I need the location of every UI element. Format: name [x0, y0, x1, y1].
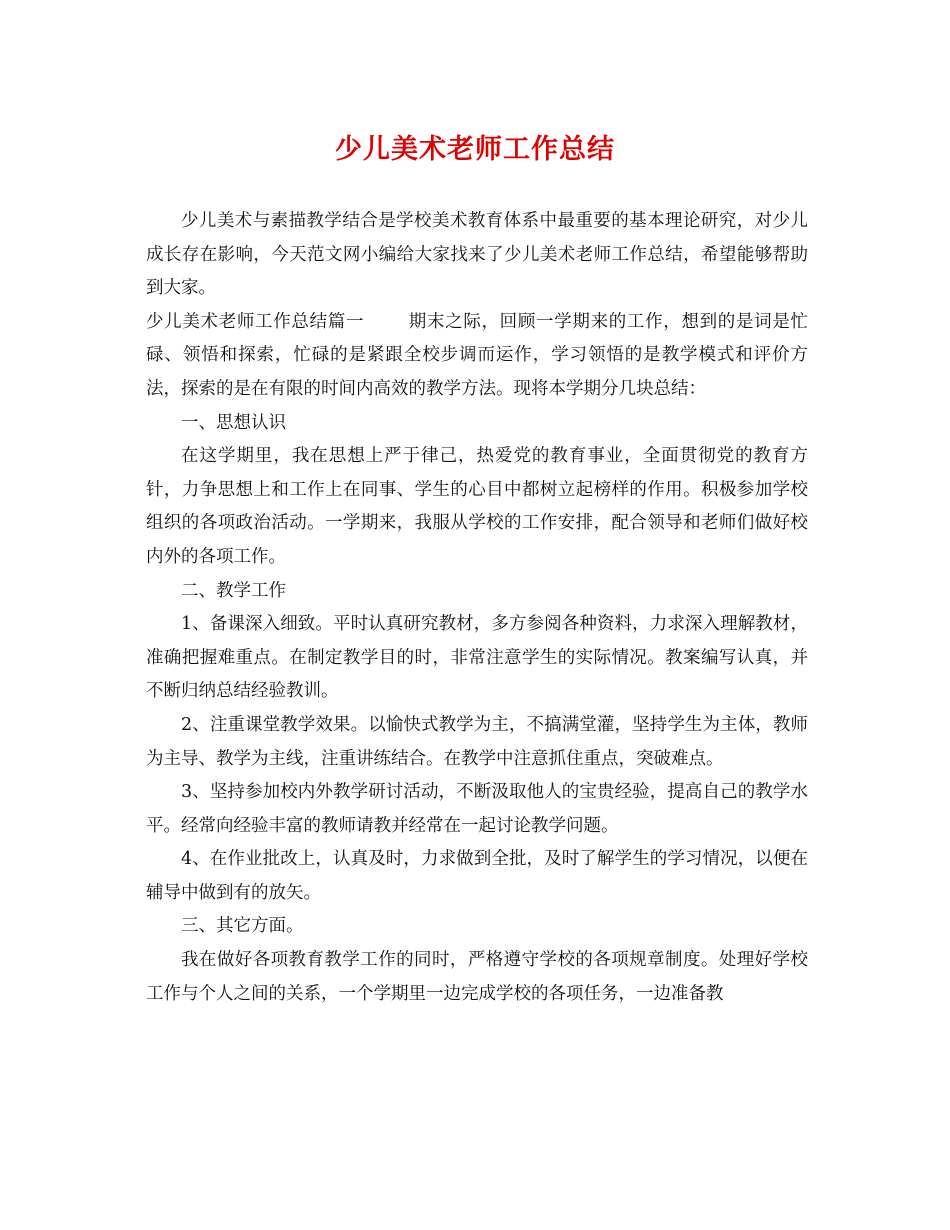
- heading-other: 三、其它方面。: [181, 916, 304, 937]
- paragraph-teaching-4: 4、在作业批改上，认真及时，力求做到全批，及时了解学生的学习情况，以便在辅导中做到有的放矢。: [146, 849, 808, 903]
- document-title: 少儿美术老师工作总结: [335, 134, 615, 165]
- paragraph-other: 我在做好各项教育教学工作的同时，严格遵守学校的各项规章制度。处理好学校工作与个人之间的关系，一个学期里一边完成学校的各项任务，一边准备教: [146, 950, 808, 1004]
- intro-paragraph: 少儿美术与素描教学结合是学校美术教育体系中最重要的基本理论研究，对少儿成长存在影响，今天范文网小编给大家找来了少儿美术老师工作总结，希望能够帮助到大家。: [146, 211, 808, 299]
- section-text: 期末之际，回顾一学期来的工作，想到的是词是忙碌、领悟和探索，忙碌的是紧跟全校步调而运作，学习领悟的是教学模式和评价方法，探索的是在有限的时间内高效的教学方法。现将本学期分几块总结：: [146, 311, 809, 399]
- paragraph-teaching-2: 2、注重课堂教学效果。以愉快式教学为主，不搞满堂灌，坚持学生为主体，教师为主导、教学为主线，注重讲练结合。在教学中注意抓住重点，突破难点。: [146, 714, 808, 769]
- heading-thought: 一、思想认识: [181, 412, 286, 433]
- paragraph-teaching-1: 1、备课深入细致。平时认真研究教材，多方参阅各种资料，力求深入理解教材，准确把握难重点。在制定教学目的时，非常注意学生的实际情况。教案编写认真，并不断归纳总结经验教训。: [146, 614, 808, 702]
- section-heading: 少儿美术老师工作总结篇一: [146, 311, 365, 332]
- section-paragraph-1: [146, 306, 808, 407]
- paragraph-teaching-3: 3、坚持参加校内外教学研讨活动，不断汲取他人的宝贵经验，提高自己的教学水平。经常向经验丰富的教师请教并经常在一起讨论教学问题。: [146, 782, 808, 836]
- heading-teaching: 二、教学工作: [181, 580, 286, 601]
- paragraph-thought: 在这学期里，我在思想上严于律己，热爱党的教育事业，全面贯彻党的教育方针，力争思想上和工作上在同事、学生的心目中都树立起榜样的作用。积极参加学校组织的各项政治活动。一学期来，我服从学校的工作安排，配合领导和老师们做好校内外的各项工作。: [146, 446, 808, 567]
- document-body: [146, 205, 808, 1011]
